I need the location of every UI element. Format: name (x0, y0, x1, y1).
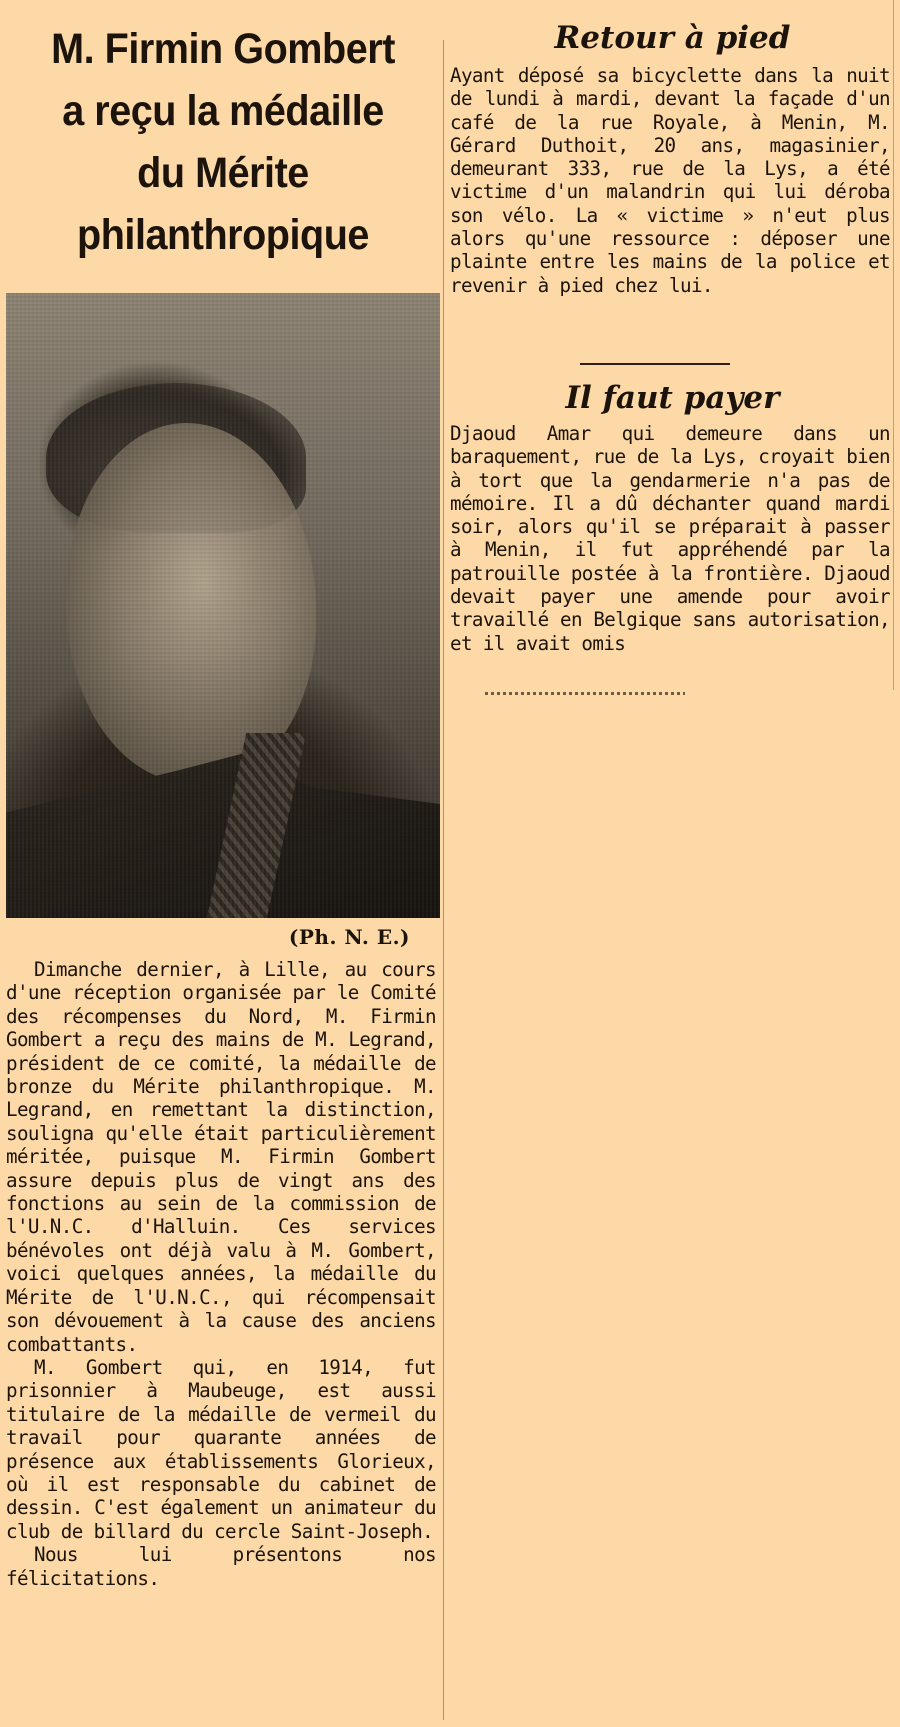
column-divider (443, 40, 444, 1720)
headline-line: philanthropique (77, 211, 369, 259)
article-paragraph: Dimanche dernier, à Lille, au cours d'une réception organisée par le Comité des récompenses du Nord, M. Firmin Gombert a reçu des mains de M. Legrand, président de ce comité, la médaille de bronze du Mérite philanthropique. M. Legrand, en remettant la distinction, souligna qu'elle était particulièrement méritée, puisque M. Firmin Gombert assure depuis plus de vingt ans des fonctions au sein de la commission de l'U.N.C. d'Halluin. Ces services bénévoles ont déjà valu à M. Gombert, voici quelques années, la médaille du Mérite de l'U.N.C., qui récompensait son dévouement à la cause des anciens combattants. (6, 958, 436, 1356)
article-paragraph: Nous lui présentons nos félicitations. (6, 1543, 436, 1590)
main-headline (23, 18, 422, 266)
section-text: Djaoud Amar qui demeure dans un baraquement, rue de la Lys, croyait bien à tort que la gendarmerie n'a pas de mémoire. Il a dû déchanter quand mardi soir, alors qu'il se préparait à passer à Menin, il fut appréhendé par la patrouille postée à la frontière. Djaoud devait payer une amende pour avoir travaillé en Belgique sans autorisation, et il avait omis (450, 422, 890, 655)
portrait-photo (6, 293, 440, 918)
section-title: Retour à pied (554, 20, 791, 56)
clipping-torn-edge (485, 692, 685, 695)
article-paragraph: M. Gombert qui, en 1914, fut prisonnier à Maubeuge, est aussi titulaire de la médaille de vermeil du travail pour quarante années de présence aux établissements Glorieux, où il est responsable du cabinet de dessin. C'est également un animateur du club de billard du cercle Saint-Joseph. (6, 1355, 436, 1543)
headline-line: a reçu la médaille (62, 87, 384, 135)
left-column (6, 0, 440, 949)
clipping-edge (893, 0, 894, 690)
section-title: Il faut payer (565, 380, 780, 416)
headline-line: du Mérite (137, 149, 309, 197)
photo-credit: (Ph. N. E.) (288, 925, 410, 949)
section-divider (580, 363, 730, 365)
section-text: Ayant déposé sa bicyclette dans la nuit de lundi à mardi, devant la façade d'un café de la rue Royale, à Menin, M. Gérard Duthoit, 20 ans, magasinier, demeurant 333, rue de la Lys, a été victime d'un malandrin qui lui déroba son vélo. La « victime » n'eut plus alors qu'une ressource : déposer une plainte entre les mains de la police et revenir à pied chez lui. (450, 64, 890, 297)
article-body (6, 958, 436, 1590)
headline-line: M. Firmin Gombert (51, 25, 395, 73)
